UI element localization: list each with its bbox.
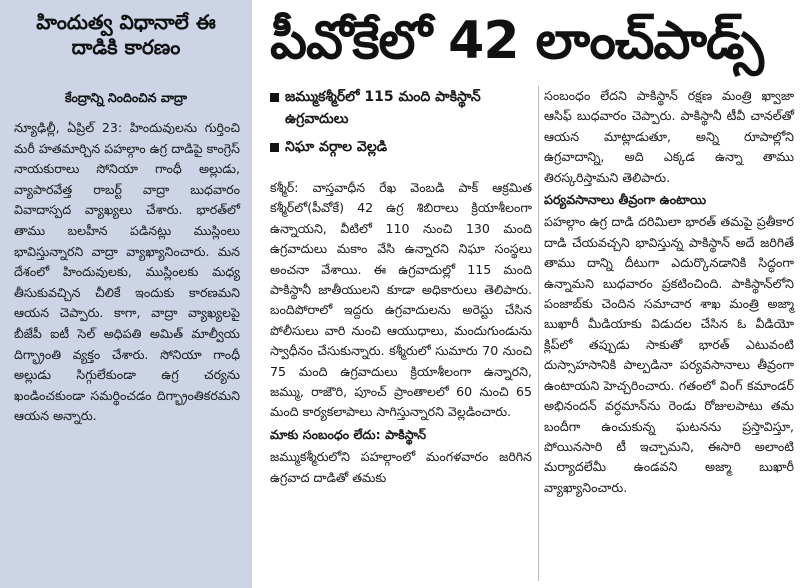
bullet-item (270, 86, 532, 130)
article-subhead: మాకు సంబంధం లేదు: పాకిస్థాన్ (270, 426, 427, 442)
article-subhead: పర్యవసానాలు తీవ్రంగా ఉంటాయి (544, 192, 707, 208)
article-paragraph: కశ్మీర్: వాస్తవాధీన రేఖ వెంబడి పాక్ ఆక్రమిత కశ్మీర్‌లో(పీవోకే) 42 ఉగ్ర శిబిరాలు క్రియాశీలంగా ఉన్నాయని, వీటిలో 110 నుంచి 130 మంది ఉగ్రవాదులు మకాం వేసి ఉన్నారని నిఘా సంస్థలు అంచనా వేశాయి. ఈ ఉగ్రవాదుల్లో 115 మంది పాకిస్థానీ జాతీయులని కూడా అధికారులు తెలిపారు. బందిపోరాలో ఇద్దరు ఉగ్రవాదులను అరెస్టు చేసిన పోలీసులు వారి నుంచి ఆయుధాలు, మందుగుండును స్వాధీనం చేసుకున్నారు. కశ్మీరులో సుమారు 70 నుంచి 75 మంది ఉగ్రవాదులు క్రియాశీలంగా ఉన్నారని, జమ్ము, రాజౌరి, పూంచ్ ప్రాంతాలలో 60 నుంచి 65 మంది కార్యకలాపాలు సాగిస్తున్నారని వెల్లడించారు. (270, 180, 532, 420)
main-headline: పీవోకేలో 42 లాంచ్‌పాడ్స్ (270, 11, 763, 71)
bullet-text: నిఘా వర్గాల వెల్లడి (285, 139, 388, 155)
column-divider (538, 86, 539, 581)
bullet-text: జమ్ముకశ్మీర్‌లో 115 మంది పాకిస్థాన్ ఉగ్రవాదులు (285, 89, 481, 127)
article-column-1 (270, 178, 532, 488)
article-paragraph: సంబంధం లేదని పాకిస్థాన్ రక్షణ మంత్రి ఖ్వాజా ఆసిఫ్ బుధవారం చెప్పారు. పాకిస్థానీ టీవీ చానల్‌తో ఆయన మాట్లాడుతూ, అన్ని రూపాల్లోని ఉగ్రవాదాన్ని, అది ఎక్కడ ఉన్నా తాము తిరస్కరిస్తామని తెలిపారు. (544, 88, 794, 185)
article-paragraph: పహల్గాం ఉగ్ర దాడి దరిమిలా భారత్ తమపై ప్రతీకార దాడి చేయవచ్చని భావిస్తున్న పాకిస్థాన్ అదే జరిగితే తాము దాన్ని దీటుగా ఎదుర్కొనడానికి సిద్ధంగా ఉన్నామని బుధవారం ప్రకటించింది. పాకిస్థాన్‌లోని పంజాబ్‌కు చెందిన సమాచార శాఖ మంత్రి అజ్మా బుఖారీ మీడియాకు విడుదల చేసిన ఓ వీడియో క్లిప్‌లో తప్పుడు సాకుతో భారత్ ఎటువంటి దుస్సాహసానికి పాల్పడినా పర్యవసానాలు తీవ్రంగా ఉంటాయని హెచ్చరించారు. గతంలో వింగ్ కమాండర్ అభినందన్ వర్ధమాన్‌ను రెండు రోజులపాటు తమ బందీగా ఉంచుకున్న ఘటనను ప్రస్తావిస్తూ, పోయినసారి టీ ఇచ్చామని, ఈసారి అలాంటి మర్యాదలేమీ ఉండవని అజ్మా బుఖారీ వ్యాఖ్యానించారు. (544, 214, 794, 495)
sidebar-article (0, 0, 252, 588)
sidebar-body: న్యూఢిల్లీ, ఏప్రిల్ 23: హిందువులను గుర్తించి మరీ హతమార్చిన పహల్గాం ఉగ్ర దాడిపై కాంగ్రెస్ నాయకురాలు సోనియా గాంధీ అల్లుడు, వ్యాపారవేత్త రాబర్ట్ వాద్రా బుధవారం వివాదాస్పద వ్యాఖ్యలు చేశారు. భారత్‌లో తాము బలహీన పడినట్లు ముస్లింలు భావిస్తున్నారని వాద్రా వ్యాఖ్యానించారు. మన దేశంలో హిందువులకు, ముస్లింలకు మధ్య తీసుకువచ్చిన చీలికే ఇందుకు కారణమని ఆయన చెప్పారు. కాగా, వాద్రా వ్యాఖ్యలపై బీజేపీ ఐటీ సెల్ అధిపతి అమిత్ మాల్వీయ దిగ్భ్రాంతి వ్యక్తం చేశారు. సోనియా గాంధీ అల్లుడు సిగ్గులేకుండా ఉగ్ర చర్యను ఖండించకుండా సమర్థించడం దిగ్భ్రాంతికరమని ఆయన అన్నారు. (14, 120, 240, 424)
square-bullet-icon (270, 93, 279, 102)
bullet-item (270, 136, 532, 158)
article-column-2 (544, 86, 794, 498)
square-bullet-icon (270, 143, 279, 152)
article-paragraph: జమ్ముకశ్మీరులోని పహల్గాంలో మంగళవారం జరిగిన ఉగ్రవాద దాడితో తమకు (270, 449, 532, 485)
sidebar-headline: హిందుత్వ విధానాలే ఈ దాడికి కారణం (36, 10, 216, 59)
sidebar-subheadline: కేంద్రాన్ని నిందించిన వాద్రా (65, 90, 187, 105)
headline-bullets (270, 86, 532, 164)
